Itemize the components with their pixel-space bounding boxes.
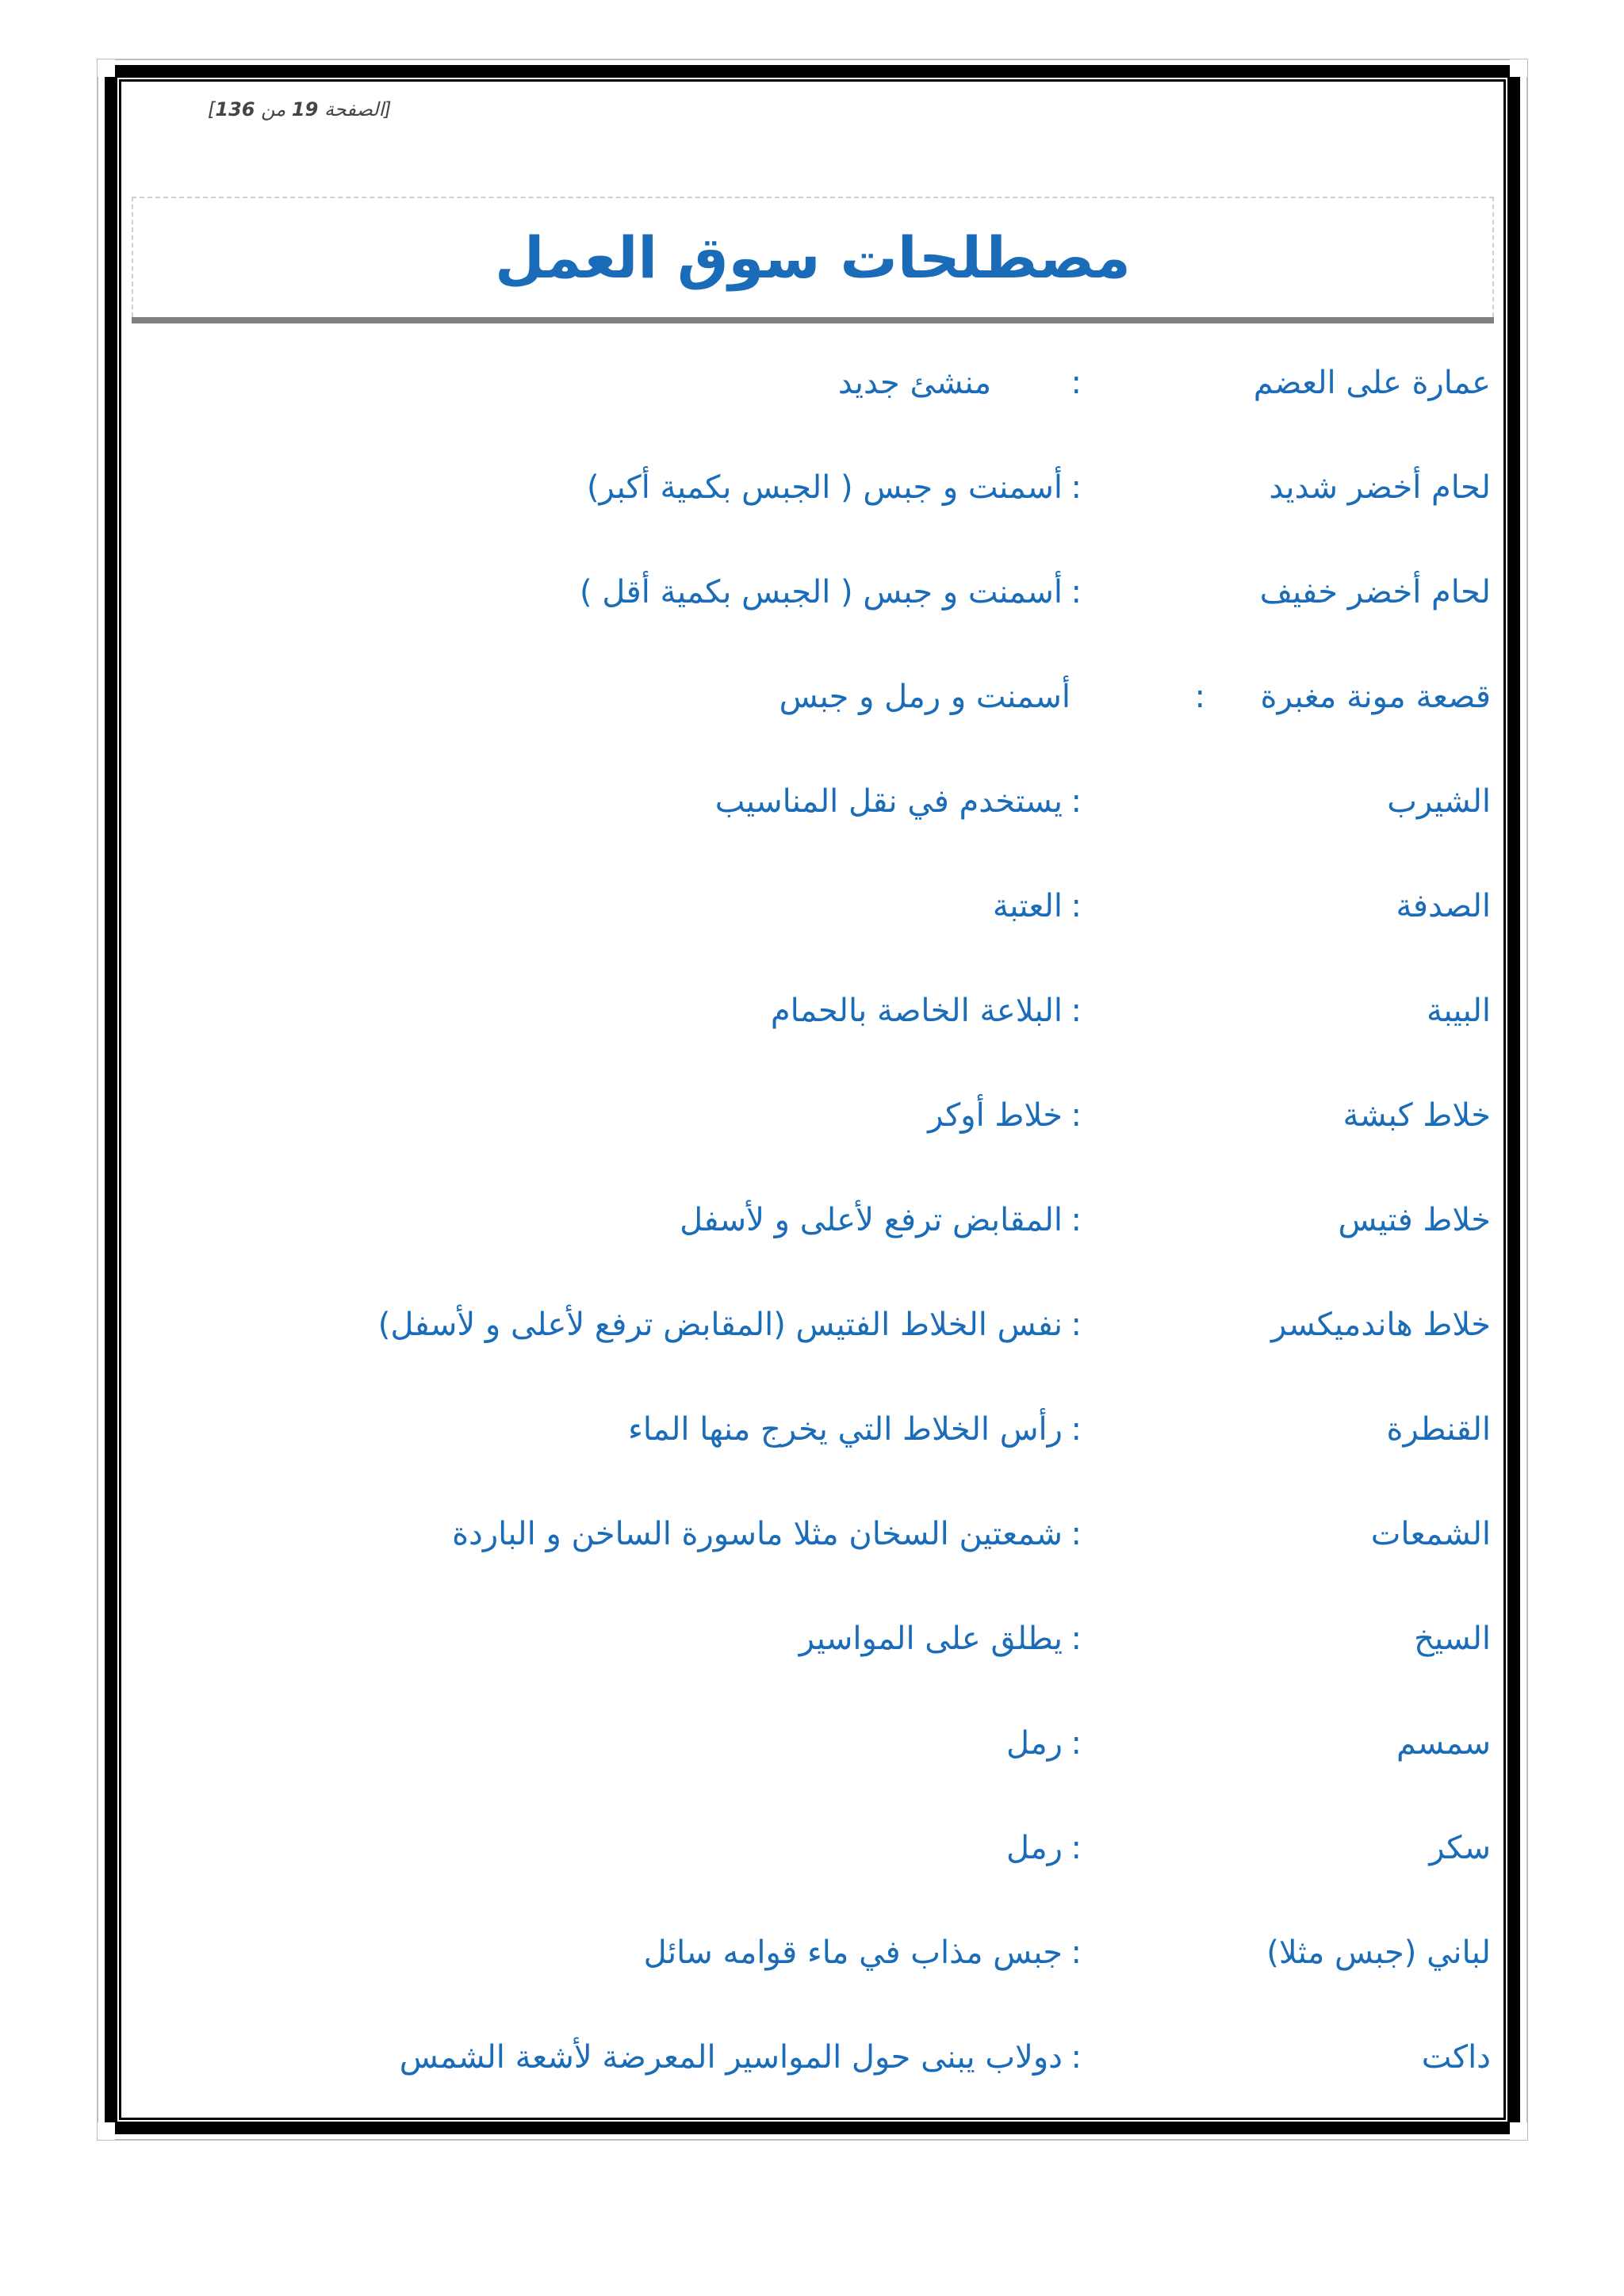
glossary-colon: : — [1194, 679, 1205, 715]
page-title: مصطلحات سوق العمل — [495, 224, 1131, 291]
glossary-entry — [135, 453, 1491, 525]
glossary-colon: : — [1071, 993, 1082, 1029]
glossary-entry — [135, 1919, 1491, 1990]
glossary-term: لحام أخضر شديد — [1269, 469, 1491, 506]
page-current: 19 — [291, 98, 319, 121]
glossary-term: قصعة مونة مغبرة — [1260, 679, 1491, 715]
page-label: الصفحة — [324, 98, 385, 121]
glossary-term: سمسم — [1396, 1725, 1491, 1762]
glossary-colon: : — [1071, 888, 1082, 924]
glossary-list — [135, 349, 1491, 2093]
glossary-colon: : — [1071, 574, 1082, 610]
glossary-definition: البلاعة الخاصة بالحمام — [770, 993, 1063, 1029]
glossary-term: الشمعات — [1370, 1516, 1491, 1552]
glossary-entry — [135, 1605, 1491, 1676]
glossary-definition: أسمنت و رمل و جبس — [779, 679, 1071, 715]
glossary-entry — [135, 767, 1491, 839]
glossary-term: السيخ — [1414, 1621, 1491, 1657]
glossary-colon: : — [1071, 1934, 1082, 1971]
glossary-colon: : — [1071, 1307, 1082, 1343]
glossary-entry — [135, 1395, 1491, 1467]
glossary-definition: نفس الخلاط الفتيس (المقابض ترفع لأعلى و لأسفل) — [377, 1307, 1063, 1343]
glossary-definition: أسمنت و جبس ( الجبس بكمية أقل ) — [579, 574, 1063, 610]
glossary-term: لحام أخضر خفيف — [1259, 574, 1491, 610]
glossary-entry — [135, 872, 1491, 943]
glossary-entry — [135, 1709, 1491, 1781]
glossary-entry — [135, 1814, 1491, 1885]
glossary-definition: جبس مذاب في ماء قوامه سائل — [643, 1934, 1063, 1971]
glossary-colon: : — [1071, 365, 1082, 401]
glossary-definition: رأس الخلاط التي يخرج منها الماء — [628, 1411, 1063, 1448]
border-corner — [98, 59, 115, 77]
glossary-colon: : — [1071, 1621, 1082, 1657]
border-corner — [1510, 59, 1527, 77]
glossary-colon: : — [1071, 1725, 1082, 1762]
glossary-term: البيبة — [1427, 993, 1491, 1029]
glossary-colon: : — [1071, 1202, 1082, 1238]
glossary-entry — [135, 349, 1491, 420]
glossary-definition: رمل — [1005, 1725, 1063, 1762]
glossary-colon: : — [1071, 1411, 1082, 1448]
glossary-colon: : — [1071, 1830, 1082, 1866]
glossary-definition: العتبة — [992, 888, 1063, 924]
glossary-entry — [135, 977, 1491, 1048]
glossary-definition: المقابض ترفع لأعلى و لأسفل — [680, 1202, 1063, 1238]
glossary-definition: أسمنت و جبس ( الجبس بكمية أكبر) — [586, 469, 1063, 506]
glossary-entry — [135, 1186, 1491, 1257]
page-total: 136 — [215, 98, 255, 121]
title-underline — [132, 317, 1494, 323]
glossary-term: القنطرة — [1386, 1411, 1491, 1448]
page-of: من — [261, 98, 286, 121]
glossary-term: خلاط هاندميكسر — [1270, 1307, 1491, 1343]
glossary-entry — [135, 1291, 1491, 1362]
glossary-definition: منشئ جديد — [837, 365, 991, 401]
glossary-entry — [135, 1500, 1491, 1571]
glossary-definition: دولاب يبنى حول المواسير المعرضة لأشعة الشمس — [399, 2039, 1063, 2076]
glossary-colon: : — [1071, 469, 1082, 506]
glossary-term: خلاط فتيس — [1338, 1202, 1491, 1238]
glossary-definition: رمل — [1005, 1830, 1063, 1866]
glossary-definition: يستخدم في نقل المناسيب — [714, 783, 1063, 820]
glossary-term: لباني (جبس مثلا) — [1266, 1934, 1491, 1971]
glossary-entry — [135, 558, 1491, 629]
glossary-definition: شمعتين السخان مثلا ماسورة الساخن و الباردة — [452, 1516, 1063, 1552]
glossary-entry — [135, 663, 1491, 734]
border-corner — [98, 2122, 115, 2140]
glossary-definition: يطلق على المواسير — [799, 1621, 1063, 1657]
glossary-colon: : — [1071, 783, 1082, 820]
glossary-entry — [135, 1081, 1491, 1153]
glossary-colon: : — [1071, 1097, 1082, 1134]
glossary-colon: : — [1071, 2039, 1082, 2076]
glossary-colon: : — [1071, 1516, 1082, 1552]
glossary-entry — [135, 2023, 1491, 2095]
glossary-term: الصدفة — [1396, 888, 1491, 924]
glossary-term: داكت — [1421, 2039, 1491, 2076]
glossary-term: عمارة على العضم — [1253, 365, 1491, 401]
glossary-term: خلاط كبشة — [1342, 1097, 1491, 1134]
page-number: [الصفحة 19 من 136] — [208, 98, 392, 121]
title-box — [132, 197, 1494, 317]
border-corner — [1510, 2122, 1527, 2140]
glossary-term: سكر — [1429, 1830, 1491, 1866]
glossary-definition: خلاط أوكر — [928, 1097, 1063, 1134]
glossary-term: الشيرب — [1387, 783, 1491, 820]
